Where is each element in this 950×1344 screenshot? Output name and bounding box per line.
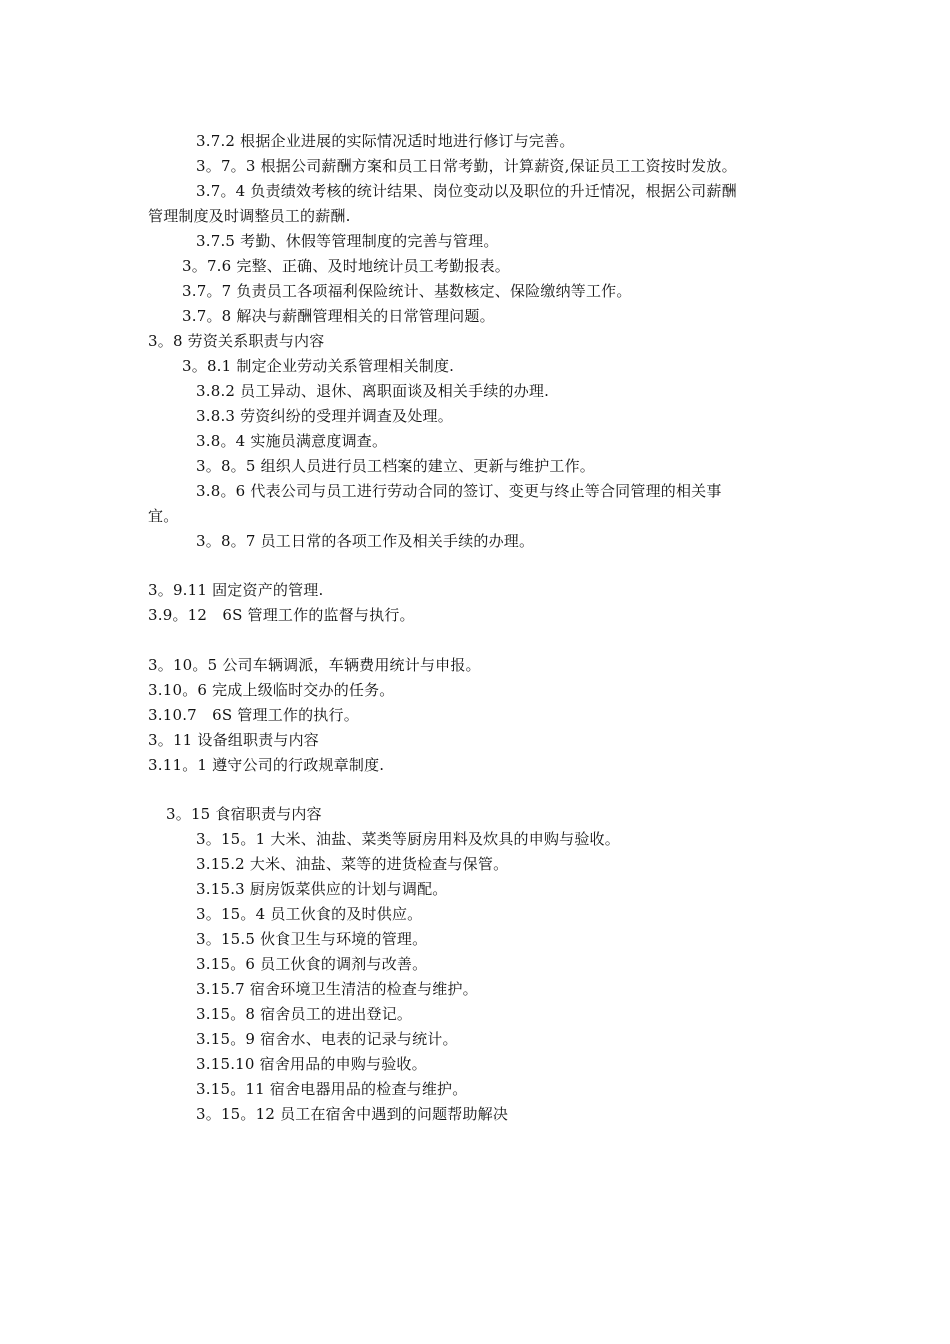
text-line: 3.8。6 代表公司与员工进行劳动合同的签订、变更与终止等合同管理的相关事 <box>196 482 722 500</box>
text-line: 3.8.2 员工异动、退休、离职面谈及相关手续的办理. <box>196 382 550 400</box>
text-line: 3。15。1 大米、油盐、菜类等厨房用料及炊具的申购与验收。 <box>196 830 620 848</box>
section-heading: 3。11 设备组职责与内容 <box>148 731 319 749</box>
text-line: 3.10。6 完成上级临时交办的任务。 <box>148 681 395 699</box>
text-line: 3。7。3 根据公司薪酬方案和员工日常考勤，计算薪资,保证员工工资按时发放。 <box>196 157 737 175</box>
text-line: 3.7。8 解决与薪酬管理相关的日常管理问题。 <box>182 307 495 325</box>
text-line: 3.9。12 6S 管理工作的监督与执行。 <box>148 606 415 624</box>
text-line: 3。10。5 公司车辆调派，车辆费用统计与申报。 <box>148 656 481 674</box>
text-line: 3.10.7 6S 管理工作的执行。 <box>148 706 359 724</box>
text-line: 3。15。4 员工伙食的及时供应。 <box>196 905 423 923</box>
text-line: 3.11。1 遵守公司的行政规章制度. <box>148 756 385 774</box>
text-line: 3.15。6 员工伙食的调剂与改善。 <box>196 955 428 973</box>
text-line: 3。8。5 组织人员进行员工档案的建立、更新与维护工作。 <box>196 457 596 475</box>
text-line: 3.8.3 劳资纠纷的受理并调查及处理。 <box>196 407 453 425</box>
text-line: 3.15.7 宿舍环境卫生清洁的检查与维护。 <box>196 980 478 998</box>
text-line: 3。15.5 伙食卫生与环境的管理。 <box>196 930 428 948</box>
text-line: 3。8。7 员工日常的各项工作及相关手续的办理。 <box>196 532 535 550</box>
text-line: 3.15。8 宿舍员工的进出登记。 <box>196 1005 413 1023</box>
text-line: 3。7.6 完整、正确、及时地统计员工考勤报表。 <box>182 257 510 275</box>
text-line: 3.15.10 宿舍用品的申购与验收。 <box>196 1055 427 1073</box>
text-line: 3.7.2 根据企业进展的实际情况适时地进行修订与完善。 <box>196 132 575 150</box>
text-line: 3.15。11 宿舍电器用品的检查与维护。 <box>196 1080 468 1098</box>
text-line: 3.15.3 厨房饭菜供应的计划与调配。 <box>196 880 448 898</box>
text-line: 3.7。4 负责绩效考核的统计结果、岗位变动以及职位的升迁情况，根据公司薪酬 <box>196 182 737 200</box>
text-line: 3.7.5 考勤、休假等管理制度的完善与管理。 <box>196 232 499 250</box>
text-line: 3。8.1 制定企业劳动关系管理相关制度. <box>182 357 455 375</box>
text-line: 3.7。7 负责员工各项福利保险统计、基数核定、保险缴纳等工作。 <box>182 282 632 300</box>
text-line: 3。9.11 固定资产的管理. <box>148 581 324 599</box>
text-line: 3。15。12 员工在宿舍中遇到的问题帮助解决 <box>196 1105 509 1123</box>
text-line: 3.8。4 实施员满意度调查。 <box>196 432 388 450</box>
section-heading: 3。8 劳资关系职责与内容 <box>148 332 325 350</box>
text-line: 管理制度及时调整员工的薪酬. <box>148 207 351 225</box>
text-line: 3.15。9 宿舍水、电表的记录与统计。 <box>196 1030 458 1048</box>
text-line: 3.15.2 大米、油盐、菜等的进货检查与保管。 <box>196 855 509 873</box>
section-heading: 3。15 食宿职责与内容 <box>166 805 322 823</box>
text-line: 宜。 <box>148 507 179 525</box>
